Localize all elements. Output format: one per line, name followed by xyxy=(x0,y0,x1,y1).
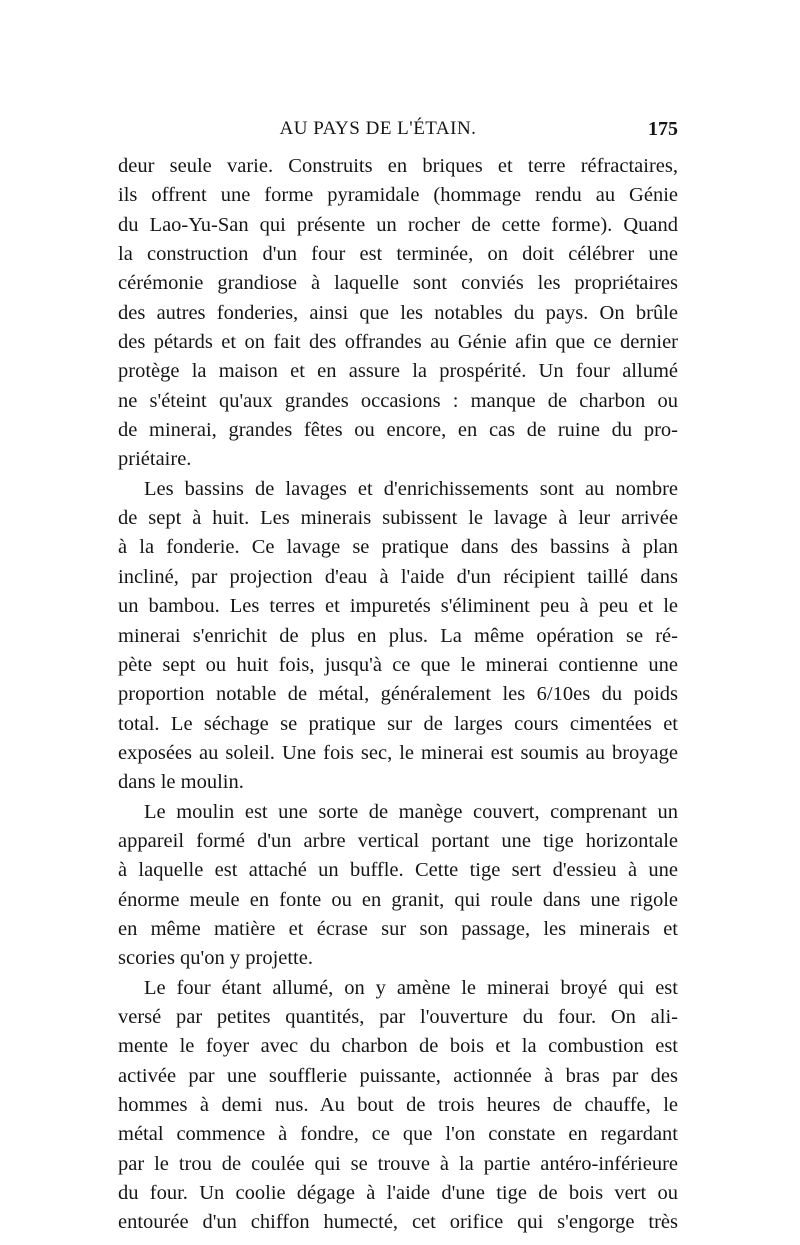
text-line: ils offrent une forme pyramidale (hommage rendu au Génie xyxy=(118,184,678,207)
text-line: Le four étant allumé, on y amène le minerai broyé qui est xyxy=(144,976,678,999)
text-line: appareil formé d'un arbre vertical portant une tige horizontale xyxy=(118,829,678,852)
paragraph xyxy=(118,475,678,798)
text-line: scories qu'on y projette. xyxy=(118,947,313,970)
text-line: des pétards et on fait des offrandes au Génie afin que ce dernier xyxy=(118,331,678,354)
text-line: dans le moulin. xyxy=(118,771,244,794)
text-line: de sept à huit. Les minerais subissent le lavage à leur arrivée xyxy=(118,507,678,530)
paragraph xyxy=(118,798,678,974)
text-line: en même matière et écrase sur son passage, les minerais et xyxy=(118,917,678,940)
text-line: à laquelle est attaché un buffle. Cette tige sert d'essieu à une xyxy=(118,859,678,882)
paragraph xyxy=(118,152,678,475)
text-line: du Lao-Yu-San qui présente un rocher de cette forme). Quand xyxy=(118,213,678,236)
text-line: hommes à demi nus. Au bout de trois heures de chauffe, le xyxy=(118,1094,678,1116)
text-line: deur seule varie. Construits en briques et terre réfractaires, xyxy=(118,155,678,177)
text-line: mente le foyer avec du charbon de bois et la combustion est xyxy=(118,1035,678,1058)
text-line: versé par petites quantités, par l'ouverture du four. On ali- xyxy=(118,1005,678,1028)
text-line: total. Le séchage se pratique sur de larges cours cimentées et xyxy=(118,712,678,735)
text-line: la construction d'un four est terminée, on doit célébrer une xyxy=(118,243,678,266)
text-line: à la fonderie. Ce lavage se pratique dans des bassins à plan xyxy=(118,536,678,559)
text-line: activée par une soufflerie puissante, actionnée à bras par des xyxy=(118,1064,678,1087)
text-line: ne s'éteint qu'aux grandes occasions : manque de charbon ou xyxy=(118,389,678,412)
text-line: pète sept ou huit fois, jusqu'à ce que le minerai contienne une xyxy=(118,653,678,676)
text-line: incliné, par projection d'eau à l'aide d'un récipient taillé dans xyxy=(118,565,678,588)
body-text xyxy=(118,152,678,1238)
text-line: protège la maison et en assure la prospérité. Un four allumé xyxy=(118,360,678,383)
text-line: cérémonie grandiose à laquelle sont conviés les propriétaires xyxy=(118,272,678,295)
page-number: 175 xyxy=(648,118,678,140)
running-title: AU PAYS DE L'ÉTAIN. xyxy=(279,118,477,139)
text-line: énorme meule en fonte ou en granit, qui roule dans une rigole xyxy=(118,888,678,911)
text-line: proportion notable de métal, généralement les 6/10es du poids xyxy=(118,683,678,706)
text-line: exposées au soleil. Une fois sec, le minerai est soumis au broyage xyxy=(118,741,678,764)
text-line: des autres fonderies, ainsi que les notables du pays. On brûle xyxy=(118,301,678,324)
text-line: minerai s'enrichit de plus en plus. La même opération se ré- xyxy=(118,624,678,647)
running-head xyxy=(118,118,678,148)
text-line: Le moulin est une sorte de manège couvert, comprenant un xyxy=(144,800,678,823)
text-line: par le trou de coulée qui se trouve à la partie antéro-inférieure xyxy=(118,1152,678,1175)
text-line: métal commence à fondre, ce que l'on constate en regardant xyxy=(118,1123,678,1146)
text-line: priétaire. xyxy=(118,448,192,471)
text-line: du four. Un coolie dégage à l'aide d'une tige de bois vert ou xyxy=(118,1182,678,1205)
text-line: entourée d'un chiffon humecté, cet orifice qui s'engorge très xyxy=(118,1211,678,1234)
text-line: de minerai, grandes fêtes ou encore, en cas de ruine du pro- xyxy=(118,419,678,442)
text-line: Les bassins de lavages et d'enrichissements sont au nombre xyxy=(144,477,678,500)
text-line: un bambou. Les terres et impuretés s'éliminent peu à peu et le xyxy=(118,595,678,618)
paragraph xyxy=(118,974,678,1238)
